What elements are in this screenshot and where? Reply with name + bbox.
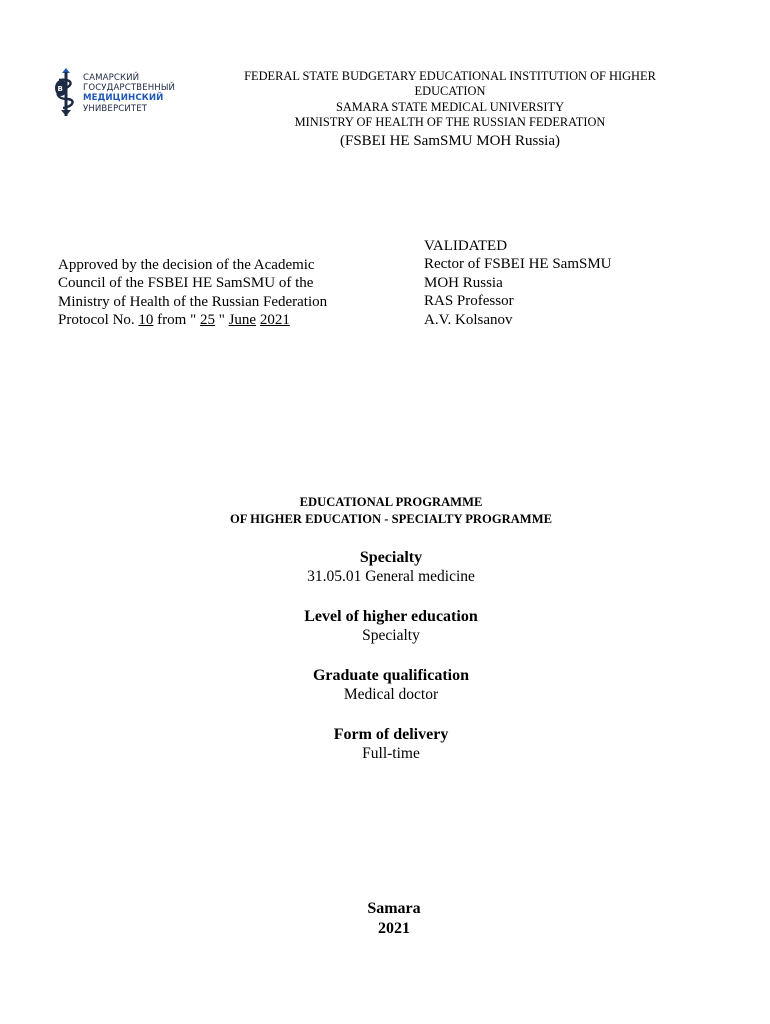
document-footer: [0, 899, 770, 938]
footer-year: 2021: [378, 919, 410, 937]
protocol-quote-close: ": [218, 312, 225, 329]
specialty-label: Specialty: [359, 549, 423, 566]
svg-text:B: B: [57, 85, 63, 93]
delivery-form-value: Full-time: [362, 745, 420, 762]
programme-line-1: EDUCATIONAL PROGRAMME: [299, 495, 483, 509]
protocol-line: [58, 311, 378, 329]
logo-line-3: МЕДИЦИНСКИЙ: [83, 93, 164, 104]
header-line-2: EDUCATION: [414, 84, 486, 99]
specialty-value: 31.05.01 General medicine: [307, 568, 475, 585]
logo-line-4: УНИВЕРСИТЕТ: [83, 103, 148, 114]
header-line-4: MINISTRY OF HEALTH OF THE RUSSIAN FEDERATION: [294, 115, 606, 130]
validated-line-4: A.V. Kolsanov: [424, 311, 513, 328]
logo-line-2: ГОСУДАРСТВЕННЫЙ: [83, 83, 176, 94]
header-line-1: FEDERAL STATE BUDGETARY EDUCATIONAL INSTITUTION OF HIGHER: [244, 69, 656, 83]
validated-line-2: MOH Russia: [424, 274, 503, 291]
level-value: Specialty: [362, 627, 420, 644]
approved-line-1: Approved by the decision of the Academic: [58, 257, 315, 273]
delivery-form-field: [0, 725, 770, 763]
protocol-month: June: [228, 312, 257, 329]
university-logo: [53, 66, 183, 120]
delivery-form-label: Form of delivery: [333, 726, 449, 743]
footer-city: Samara: [367, 900, 421, 917]
header-abbreviation: (FSBEI HE SamSMU MOH Russia): [339, 132, 561, 149]
validated-line-1: Rector of FSBEI HE SamSMU: [424, 256, 612, 273]
programme-title: [0, 494, 770, 527]
header-line-3: SAMARA STATE MEDICAL UNIVERSITY: [335, 99, 565, 114]
caduceus-logo-icon: [53, 66, 79, 118]
programme-line-2: OF HIGHER EDUCATION - SPECIALTY PROGRAMME: [230, 511, 552, 526]
validated-title: VALIDATED: [424, 238, 508, 254]
protocol-prefix: Protocol No.: [58, 312, 135, 329]
qualification-label: Graduate qualification: [312, 667, 469, 684]
protocol-number: 10: [138, 312, 154, 329]
validation-block: [424, 237, 724, 329]
qualification-value: Medical doctor: [343, 686, 439, 703]
approved-line-3: Ministry of Health of the Russian Federation: [58, 293, 328, 310]
protocol-from: from ": [157, 312, 197, 329]
approval-block: [58, 256, 378, 330]
logo-line-1: САМАРСКИЙ: [83, 73, 140, 83]
level-field: [0, 607, 770, 645]
qualification-field: [0, 666, 770, 704]
approved-line-2: Council of the FSBEI HE SamSMU of the: [58, 275, 314, 292]
protocol-day: 25: [199, 312, 215, 329]
protocol-year: 2021: [259, 312, 290, 329]
specialty-field: [0, 548, 770, 586]
institution-header: [190, 69, 710, 150]
level-label: Level of higher education: [304, 608, 478, 625]
validated-line-3: RAS Professor: [424, 293, 514, 310]
